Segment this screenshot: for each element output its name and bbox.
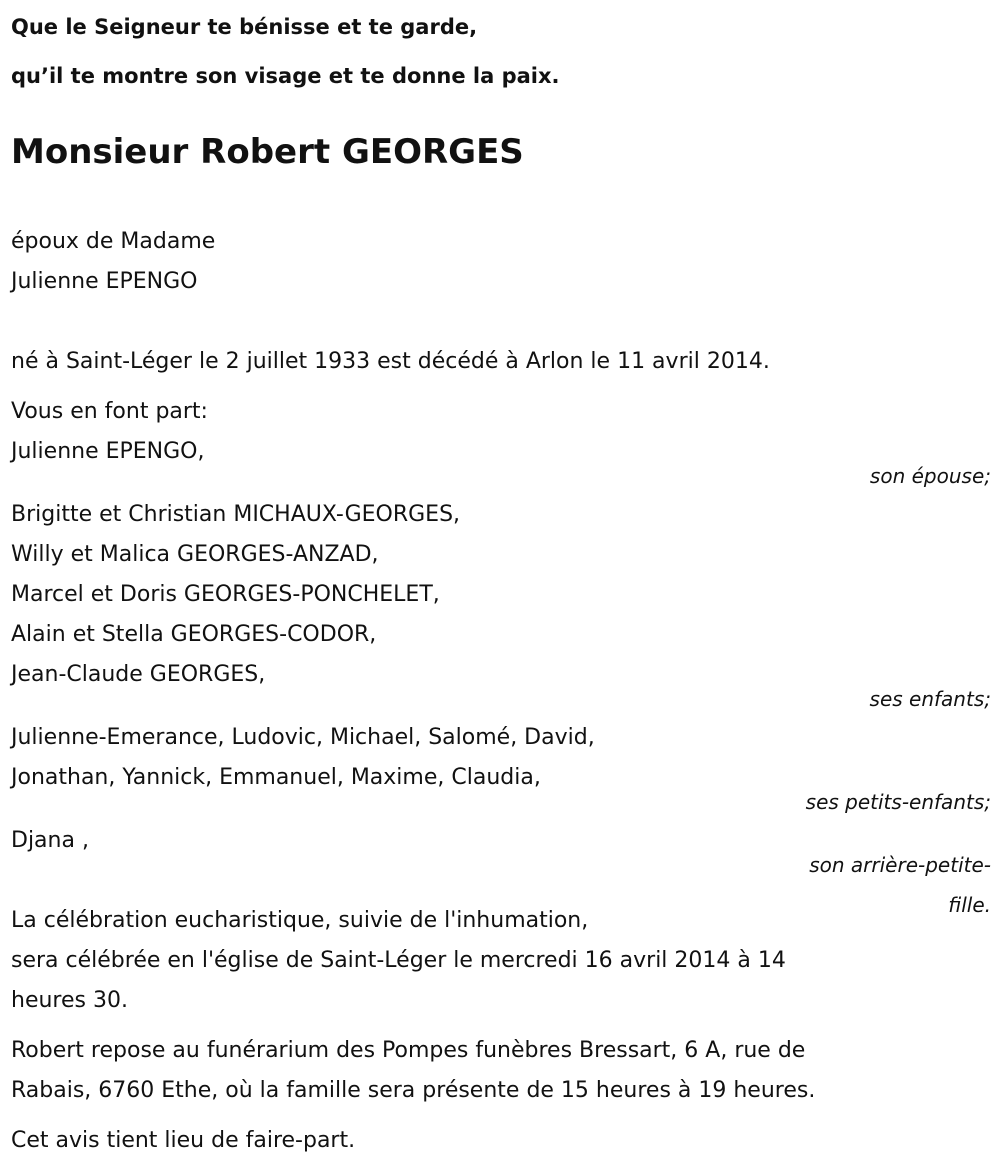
role-great-grandchild-line-1: son arrière-petite- (809, 853, 991, 877)
ceremony-line-2: sera célébrée en l'église de Saint-Léger le mercredi 16 avril 2014 à 14 (11, 948, 786, 973)
grandchildren-entry: Jonathan, Yannick, Emmanuel, Maxime, Claudia, (11, 765, 541, 790)
spouse-intro: époux de Madame (11, 229, 216, 254)
great-grandchild-entry: Djana , (11, 828, 89, 853)
ceremony-line-3: heures 30. (11, 988, 128, 1013)
role-grandchildren: ses petits-enfants; (805, 790, 991, 814)
funerarium-line-1: Robert repose au funérarium des Pompes funèbres Bressart, 6 A, rue de (11, 1038, 806, 1063)
child-entry: Jean-Claude GEORGES, (11, 662, 266, 687)
child-entry: Brigitte et Christian MICHAUX-GEORGES, (11, 502, 461, 527)
announcement-intro: Vous en font part: (11, 399, 208, 424)
child-entry: Willy et Malica GEORGES-ANZAD, (11, 542, 379, 567)
funerarium-line-2: Rabais, 6760 Ethe, où la famille sera présente de 15 heures à 19 heures. (11, 1078, 816, 1103)
role-children: ses enfants; (869, 687, 991, 711)
spouse-entry: Julienne EPENGO, (11, 439, 205, 464)
closing-statement: Cet avis tient lieu de faire-part. (11, 1128, 356, 1153)
verse-line-1: Que le Seigneur te bénisse et te garde, (11, 15, 478, 39)
spouse-name: Julienne EPENGO (11, 269, 198, 294)
verse-line-2: qu’il te montre son visage et te donne la paix. (11, 64, 560, 88)
ceremony-line-1: La célébration eucharistique, suivie de l'inhumation, (11, 908, 589, 933)
child-entry: Alain et Stella GEORGES-CODOR, (11, 622, 377, 647)
role-spouse: son épouse; (869, 464, 991, 488)
role-great-grandchild-line-2: fille. (948, 893, 991, 917)
child-entry: Marcel et Doris GEORGES-PONCHELET, (11, 582, 440, 607)
deceased-name: Monsieur Robert GEORGES (11, 132, 524, 172)
grandchildren-entry: Julienne-Emerance, Ludovic, Michael, Salomé, David, (11, 725, 595, 750)
birth-death-statement: né à Saint-Léger le 2 juillet 1933 est décédé à Arlon le 11 avril 2014. (11, 349, 770, 374)
